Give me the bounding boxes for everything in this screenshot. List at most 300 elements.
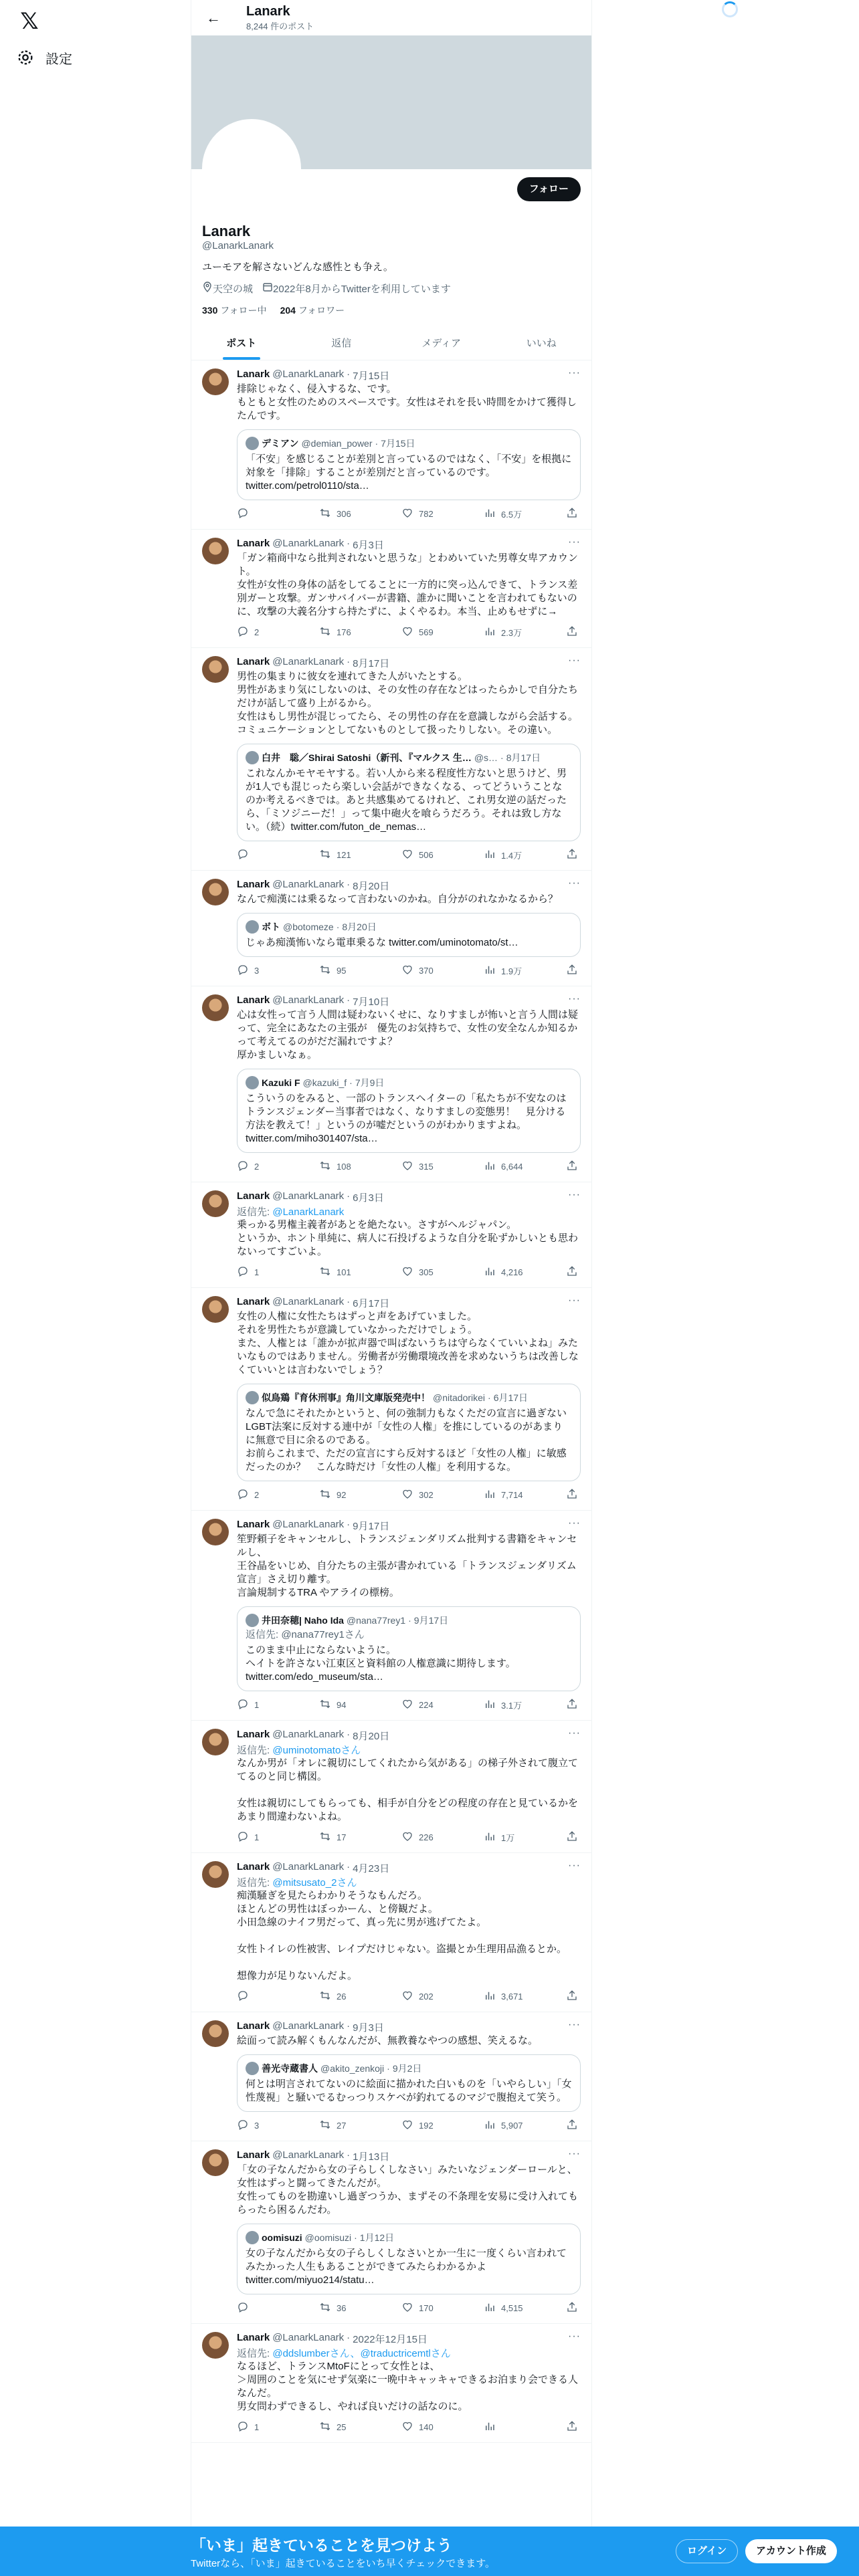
follow-stats (202, 304, 581, 317)
bar-chart-icon (484, 1698, 496, 1712)
tab-media[interactable]: メディア (421, 337, 462, 349)
views-button[interactable] (484, 2119, 524, 2133)
reply-to-link[interactable]: @uminotomatoさん (272, 1745, 361, 1756)
retweet-button[interactable] (319, 507, 359, 521)
post-author-name[interactable]: Lanark (237, 1861, 270, 1872)
reply-to-link[interactable]: @ddslumberさん、@traductricemtlさん (272, 2348, 451, 2359)
reply-to (237, 1875, 581, 1889)
like-count: 192 (419, 2121, 434, 2131)
post[interactable] (191, 1511, 591, 1721)
post-actions (237, 964, 581, 978)
like-button[interactable] (401, 2119, 442, 2133)
post-date[interactable]: 6月3日 (353, 540, 384, 551)
retweet-button[interactable] (319, 625, 359, 639)
post-text: 男性の集まりに彼女を連れてきた人がいたとする。 男性があまり気にしないのは、その女性の存在などはったらかしで自分たちだけが話して盛り上がるから。 女性はもし男性が混じってたら、その男性の存在を意識しながら会話する。コミュニケーションとしてないものとして扱ったりしない。その違い。 (237, 671, 579, 736)
like-button[interactable] (401, 2301, 442, 2315)
post-avatar[interactable] (202, 879, 229, 905)
more-options-icon[interactable]: ··· (568, 2019, 581, 2030)
more-options-icon[interactable]: ··· (568, 993, 581, 1004)
views-button[interactable] (484, 625, 524, 639)
retweet-button[interactable] (319, 1160, 359, 1174)
like-count: 782 (419, 509, 434, 519)
views-button[interactable] (484, 2301, 524, 2315)
reply-count: 2 (254, 1490, 260, 1500)
bar-chart-icon (484, 1830, 496, 1844)
post-header (237, 1861, 581, 1875)
views-count: 7,714 (501, 1490, 523, 1500)
post-date[interactable]: 9月17日 (353, 1521, 390, 1532)
quoted-post[interactable] (237, 429, 581, 500)
post-author-handle[interactable]: @LanarkLanark (272, 1296, 345, 1307)
post-avatar[interactable] (202, 1296, 229, 1323)
tab-likes[interactable]: いいね (526, 337, 557, 349)
timeline (191, 360, 591, 2443)
post[interactable] (191, 360, 591, 530)
quoted-post[interactable] (237, 1384, 581, 1481)
post-date[interactable]: 8月20日 (353, 1731, 390, 1742)
post-text: 笙野頼子をキャンセルし、トランスジェンダリズム批判する書籍をキャンセルし、 王谷晶をいじめ、自分たちの主張が書かれている「トランスジェンダリズム宣言」さえ切り離す。 言論規制するTRA やアライの標榜。 (237, 1533, 577, 1598)
post-text: 「ガン箱商中なら批判されないと思うな」とわめいていた男尊女卑アカウント。 女性が女性の身体の話をしてることに一方的に突っ込んできて、トランス差別ガーと攻撃。ガンサバイバーが書籍、誰かに聞いことを言われてもないのに、攻撃の大義名分すら持たずに、よくやるわ。本当、止めもせずに→ (237, 552, 578, 617)
reply-to-link[interactable]: @mitsusato_2さん (272, 1877, 357, 1889)
reply-count: 3 (254, 2121, 260, 2131)
settings-label: 設定 (45, 51, 72, 67)
tab-replies[interactable]: 返信 (331, 337, 352, 349)
retweet-icon (319, 1488, 331, 1502)
post-author-handle[interactable]: @LanarkLanark (272, 1190, 345, 1202)
quoted-post-text: 「不安」を感じることが差別と言っているのではなく、「不安」を根拠に対象を「排除」することが差別だと言っているのです。 twitter.com/petrol0110/sta… (246, 453, 572, 492)
post-body (237, 1729, 581, 1844)
post[interactable] (191, 2324, 591, 2443)
post-separator: · (347, 2149, 351, 2161)
post-avatar[interactable] (202, 1519, 229, 1545)
more-options-icon[interactable]: ··· (568, 877, 581, 889)
post[interactable] (191, 648, 591, 871)
retweet-count: 25 (337, 2422, 347, 2432)
post-body (237, 538, 581, 639)
reply-button[interactable] (237, 1698, 277, 1712)
heart-icon (401, 1698, 413, 1712)
post-avatar[interactable] (202, 2149, 229, 2176)
post-author-name[interactable]: Lanark (237, 2020, 270, 2032)
retweet-button[interactable] (319, 1830, 359, 1844)
more-options-icon[interactable]: ··· (568, 655, 581, 666)
following-link[interactable]: 330 フォロー中 (202, 305, 267, 316)
post-author-handle[interactable]: @LanarkLanark (272, 368, 345, 380)
post-header (237, 656, 581, 670)
post-author-handle[interactable]: @LanarkLanark (272, 538, 345, 549)
post-author-handle[interactable]: @LanarkLanark (272, 879, 345, 890)
retweet-button[interactable] (319, 1990, 359, 2004)
reply-button[interactable] (237, 625, 277, 639)
post-avatar[interactable] (202, 1190, 229, 1217)
reply-button[interactable] (237, 964, 277, 978)
retweet-icon (319, 625, 331, 639)
bar-chart-icon (484, 2301, 496, 2315)
reply-button[interactable] (237, 2119, 277, 2133)
post[interactable] (191, 986, 591, 1182)
views-count: 4,515 (501, 2303, 523, 2313)
tab-posts[interactable]: ポスト (191, 325, 292, 360)
quoted-separator: · (500, 752, 504, 763)
share-button[interactable] (566, 2119, 578, 2133)
retweet-icon (319, 1698, 331, 1712)
main-column (191, 0, 592, 2576)
reply-button[interactable] (237, 848, 277, 862)
views-button[interactable] (484, 2420, 524, 2434)
views-button[interactable] (484, 1160, 524, 1174)
post-separator: · (347, 1729, 351, 1740)
quoted-post[interactable] (237, 744, 581, 841)
like-button[interactable] (401, 1488, 442, 1502)
reply-button[interactable] (237, 2301, 277, 2315)
retweet-count: 95 (337, 966, 347, 976)
more-options-icon[interactable]: ··· (568, 536, 581, 548)
heart-icon (401, 2301, 413, 2315)
retweet-button[interactable] (319, 1698, 359, 1712)
post-separator: · (347, 994, 351, 1006)
reply-button[interactable] (237, 1990, 277, 2004)
quoted-avatar (246, 2062, 259, 2075)
reply-icon (237, 1160, 249, 1174)
like-count: 506 (419, 850, 434, 860)
share-button[interactable] (566, 2301, 578, 2315)
share-icon (566, 848, 578, 862)
share-icon (566, 1698, 578, 1712)
share-button[interactable] (566, 1488, 578, 1502)
quoted-post[interactable] (237, 2054, 581, 2112)
post-actions (237, 507, 581, 521)
post-date[interactable]: 7月10日 (353, 996, 390, 1008)
share-button[interactable] (566, 1160, 578, 1174)
retweet-icon (319, 507, 331, 521)
quoted-separator: · (408, 1615, 411, 1626)
reply-button[interactable] (237, 1488, 277, 1502)
post-avatar[interactable] (202, 994, 229, 1021)
quoted-author-name: oomisuzi (262, 2232, 302, 2243)
header-name: Lanark (246, 4, 290, 19)
retweet-button[interactable] (319, 2420, 359, 2434)
post-author-handle[interactable]: @LanarkLanark (272, 994, 345, 1006)
share-button[interactable] (566, 2420, 578, 2434)
profile-name: Lanark (202, 223, 251, 239)
retweet-button[interactable] (319, 1488, 359, 1502)
retweet-count: 92 (337, 1490, 347, 1500)
post-author-handle[interactable]: @LanarkLanark (272, 656, 345, 667)
post-author-handle[interactable]: @LanarkLanark (272, 2332, 345, 2343)
views-button[interactable] (484, 964, 524, 978)
heart-icon (401, 1488, 413, 1502)
bar-chart-icon (484, 964, 496, 978)
retweet-button[interactable] (319, 964, 359, 978)
more-options-icon[interactable]: ··· (568, 367, 581, 379)
header-post-count: 8,244 件のポスト (246, 21, 314, 31)
followers-link[interactable]: 204 フォロワー (280, 305, 345, 316)
bar-chart-icon (484, 1990, 496, 2004)
signup-banner-subtitle: Twitterなら、「いま」起きていることをいち早くチェックできます。 (191, 2558, 496, 2569)
post-date[interactable]: 7月15日 (353, 370, 390, 382)
share-icon (566, 1488, 578, 1502)
like-button[interactable] (401, 2420, 442, 2434)
like-count: 569 (419, 627, 434, 637)
more-options-icon[interactable]: ··· (568, 1517, 581, 1529)
post-author-name[interactable]: Lanark (237, 879, 270, 890)
reply-button[interactable] (237, 2420, 277, 2434)
post-avatar[interactable] (202, 1729, 229, 1755)
more-options-icon[interactable]: ··· (568, 1727, 581, 1739)
post-date[interactable]: 8月17日 (353, 658, 390, 669)
post[interactable] (191, 1182, 591, 1288)
post-text: 排除じゃなく、侵入するな、です。 もともと女性のためのスペースです。女性はそれを長い時間をかけて獲得したんです。 (237, 383, 577, 421)
post[interactable] (191, 1853, 591, 2012)
post-text: 痴漢騒ぎを見たらわかりそうなもんだろ。 ほとんどの男性はぼっかーん、と傍観だよ。 小田急線のナイフ男だって、真っ先に男が逃げてたよ。 女性トイレの性被害、レイプだけじゃない。盗撮とか生理用品漁るとか。 想像力が足りないんだよ。 (237, 1890, 567, 1981)
retweet-count: 306 (337, 509, 351, 519)
post-actions (237, 1830, 581, 1844)
more-options-icon[interactable]: ··· (568, 1860, 581, 1871)
quoted-author-handle: @akito_zenkoji (320, 2063, 385, 2074)
post-author-name[interactable]: Lanark (237, 1729, 270, 1740)
quoted-post-text: 何とは明言されてないのに絵面に描かれた白いものを「いやらしい」「女性蔑視」と騒いでるむっつりスケベが釣れてるのマジで腹抱えて笑う。 (246, 2078, 572, 2103)
post-actions (237, 1698, 581, 1712)
retweet-button[interactable] (319, 848, 359, 862)
reply-to-prefix: 返信先: (237, 1745, 273, 1756)
views-count: 6,644 (501, 1162, 523, 1172)
quoted-date: 7月15日 (381, 438, 415, 449)
post-separator: · (347, 2332, 351, 2343)
post-actions (237, 1160, 581, 1174)
reply-button[interactable] (237, 1160, 277, 1174)
post-date[interactable]: 4月23日 (353, 1863, 390, 1874)
like-button[interactable] (401, 1830, 442, 1844)
retweet-button[interactable] (319, 2301, 359, 2315)
post[interactable] (191, 871, 591, 986)
quoted-avatar (246, 1614, 259, 1627)
like-button[interactable] (401, 507, 442, 521)
quoted-date: 1月12日 (359, 2232, 395, 2243)
share-button[interactable] (566, 625, 578, 639)
heart-icon (401, 1990, 413, 2004)
views-count: 1.9万 (501, 966, 522, 976)
quoted-date: 6月17日 (493, 1392, 529, 1403)
post-author-handle[interactable]: @LanarkLanark (272, 2149, 345, 2161)
post-body (237, 1519, 581, 1712)
quoted-separator: · (349, 1077, 353, 1088)
post[interactable] (191, 2141, 591, 2324)
retweet-count: 26 (337, 1992, 347, 2002)
post-actions (237, 1990, 581, 2004)
like-button[interactable] (401, 1990, 442, 2004)
post-avatar[interactable] (202, 2020, 229, 2047)
retweet-button[interactable] (319, 2119, 359, 2133)
views-count: 1万 (501, 1833, 515, 1843)
like-count: 170 (419, 2303, 434, 2313)
post-avatar[interactable] (202, 538, 229, 564)
share-button[interactable] (566, 1830, 578, 1844)
quoted-post[interactable] (237, 2224, 581, 2294)
x-logo-icon[interactable]: 𝕏 (20, 9, 39, 34)
share-icon (566, 2119, 578, 2133)
like-button[interactable] (401, 625, 442, 639)
follow-button[interactable]: フォロー (517, 177, 581, 201)
views-button[interactable] (484, 1265, 524, 1279)
share-button[interactable] (566, 1698, 578, 1712)
post-author-handle[interactable]: @LanarkLanark (272, 1519, 345, 1530)
retweet-button[interactable] (319, 1265, 359, 1279)
post-author-handle[interactable]: @LanarkLanark (272, 1861, 345, 1872)
like-button[interactable] (401, 964, 442, 978)
reply-icon (237, 1488, 249, 1502)
post[interactable] (191, 1721, 591, 1853)
quoted-author-name: 井田奈穂| Naho Ida (262, 1615, 344, 1626)
post-date[interactable]: 9月3日 (353, 2022, 384, 2034)
heart-icon (401, 964, 413, 978)
more-options-icon[interactable]: ··· (568, 1295, 581, 1306)
post-date[interactable]: 6月17日 (353, 1298, 390, 1309)
share-button[interactable] (566, 1990, 578, 2004)
post-author-name[interactable]: Lanark (237, 656, 270, 667)
views-count: 3,671 (501, 1992, 523, 2002)
share-button[interactable] (566, 964, 578, 978)
reply-button[interactable] (237, 507, 277, 521)
settings-link[interactable] (16, 44, 72, 71)
like-count: 370 (419, 966, 434, 976)
post-avatar[interactable] (202, 2332, 229, 2359)
quoted-author-name: デミアン (262, 438, 299, 449)
reply-icon (237, 1698, 249, 1712)
signup-button[interactable]: アカウント作成 (745, 2539, 837, 2563)
post-text: なんか男が「オレに親切にしてくれたから気がある」の梯子外されて腹立ててるのと同じ構図。 女性は親切にしてもらっても、相手が自分をどの程度の存在と見ているかをあまり間違わないよね。 (237, 1757, 579, 1822)
like-count: 224 (419, 1700, 434, 1710)
post-body (237, 1296, 581, 1502)
views-button[interactable] (484, 1698, 524, 1712)
post-date[interactable]: 8月20日 (353, 881, 390, 892)
post-date[interactable]: 2022年12月15日 (353, 2334, 427, 2345)
heart-icon (401, 507, 413, 521)
bar-chart-icon (484, 2420, 496, 2434)
quoted-post-text: こういうのをみると、一部のトランスヘイターの「私たちが不安なのはトランスジェンダー当事者ではなく、なりすましの変態男！ 見分ける方法を教えて！」というのが嘘だというのがわかりますよね。 twitter.com/miho301407/sta… (246, 1093, 567, 1144)
share-icon (566, 964, 578, 978)
location-text: 天空の城 (213, 284, 254, 295)
profile-handle: @LanarkLanark (202, 240, 274, 251)
post-author-name[interactable]: Lanark (237, 1296, 270, 1307)
back-arrow-icon[interactable]: ← (206, 9, 221, 26)
quoted-post[interactable] (237, 1606, 581, 1691)
more-options-icon[interactable]: ··· (568, 2331, 581, 2342)
like-button[interactable] (401, 1698, 442, 1712)
post-avatar[interactable] (202, 368, 229, 395)
retweet-count: 101 (337, 1267, 351, 1277)
post-author-name[interactable]: Lanark (237, 1190, 270, 1202)
share-icon (566, 625, 578, 639)
views-button[interactable] (484, 507, 524, 521)
share-button[interactable] (566, 507, 578, 521)
reply-count: 2 (254, 1162, 260, 1172)
reply-count: 1 (254, 1700, 260, 1710)
share-icon (566, 1265, 578, 1279)
left-nav (0, 0, 191, 2576)
views-button[interactable] (484, 1830, 524, 1844)
quoted-post-header (246, 1391, 572, 1404)
post-avatar[interactable] (202, 1861, 229, 1888)
like-button[interactable] (401, 848, 442, 862)
post-text: 「女の子なんだから女の子らしくしなさい」みたいなジェンダーロールと、女性はずっと闘ってきたんだが。 女性ってものを勘違いし過ぎつうか、まずその不条理を安易に受け入れてもらったら困るんだわ。 (237, 2164, 579, 2216)
retweet-count: 27 (337, 2121, 347, 2131)
reply-button[interactable] (237, 1830, 277, 1844)
post-avatar[interactable] (202, 656, 229, 683)
post-author-name[interactable]: Lanark (237, 2149, 270, 2161)
views-button[interactable] (484, 848, 524, 862)
quoted-post-text: 女の子なんだから女の子らしくしなさいとか一生に一度くらい言われてみたかった人生もあることができてみたらわかるかよ twitter.com/miyuo214/statu… (246, 2248, 567, 2286)
reply-to-link[interactable]: @LanarkLanark (272, 1206, 345, 1218)
quoted-avatar (246, 437, 259, 450)
post-author-handle[interactable]: @LanarkLanark (272, 1729, 345, 1740)
reply-icon (237, 964, 249, 978)
post-actions (237, 2301, 581, 2315)
quoted-post-header (246, 437, 572, 450)
post-author-name[interactable]: Lanark (237, 2332, 270, 2343)
share-button[interactable] (566, 1265, 578, 1279)
more-options-icon[interactable]: ··· (568, 1189, 581, 1200)
signup-banner-title: 「いま」起きていることを見つけよう (191, 2537, 452, 2554)
post[interactable] (191, 530, 591, 648)
views-button[interactable] (484, 1990, 524, 2004)
post-header (237, 2020, 581, 2034)
profile-tabs (191, 325, 591, 360)
top-bar (191, 0, 591, 35)
share-button[interactable] (566, 848, 578, 862)
post-date[interactable]: 6月3日 (353, 1192, 384, 1204)
joined (262, 282, 451, 296)
profile-bio: ユーモアを解さないどんな感性とも争え。 (202, 261, 393, 273)
share-icon (566, 2420, 578, 2434)
post[interactable] (191, 1288, 591, 1511)
like-button[interactable] (401, 1265, 442, 1279)
like-count: 226 (419, 1832, 434, 1842)
reply-count: 1 (254, 2422, 260, 2432)
quoted-separator: · (354, 2232, 357, 2243)
bar-chart-icon (484, 1488, 496, 1502)
post[interactable] (191, 2012, 591, 2141)
more-options-icon[interactable]: ··· (568, 2148, 581, 2159)
quoted-post-text: じゃあ痴漢怖いなら電車乗るな twitter.com/uminotomato/st… (246, 937, 518, 948)
share-icon (566, 2301, 578, 2315)
bar-chart-icon (484, 2119, 496, 2133)
post-body (237, 994, 581, 1174)
share-icon (566, 507, 578, 521)
post-author-handle[interactable]: @LanarkLanark (272, 2020, 345, 2032)
quoted-post[interactable] (237, 913, 581, 957)
profile-avatar[interactable] (202, 119, 301, 218)
post-author-name[interactable]: Lanark (237, 994, 270, 1006)
like-button[interactable] (401, 1160, 442, 1174)
post-text: 乗っかる男権主義者があとを絶たない。さすがヘルジャパン。 というか、ホント単純に、病人に石投げるような自分を恥ずかしいとも思わないってすごいよ。 (237, 1219, 579, 1257)
login-button[interactable]: ログイン (676, 2539, 738, 2563)
quoted-author-handle: @botomeze (283, 922, 334, 932)
post-author-name[interactable]: Lanark (237, 368, 270, 380)
post-separator: · (347, 1519, 351, 1530)
reply-button[interactable] (237, 1265, 277, 1279)
quoted-author-name: 善光寺蔵書人 (262, 2063, 318, 2074)
post-author-name[interactable]: Lanark (237, 538, 270, 549)
post-text: 絵面って読み解くもんなんだが、無教養なやつの感想、笑えるな。 (237, 2035, 539, 2046)
views-button[interactable] (484, 1488, 524, 1502)
quoted-post[interactable] (237, 1069, 581, 1153)
quoted-reply-to: 返信先: @nana77rey1さん (246, 1629, 365, 1640)
share-icon (566, 1160, 578, 1174)
post-date[interactable]: 1月13日 (353, 2151, 390, 2163)
retweet-icon (319, 1830, 331, 1844)
post-author-name[interactable]: Lanark (237, 1519, 270, 1530)
retweet-icon (319, 848, 331, 862)
